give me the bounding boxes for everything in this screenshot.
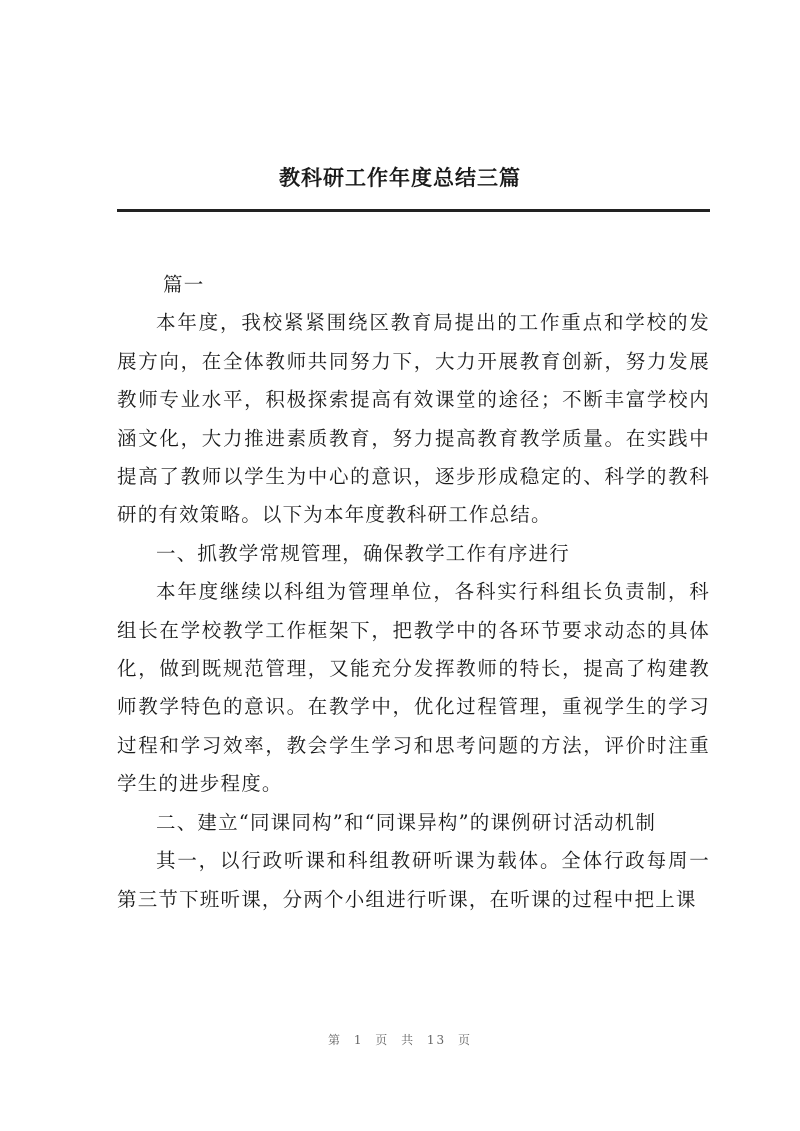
page-footer: 第 1 页 共 13 页 (328, 1033, 472, 1047)
paragraph: 其一，以行政听课和科组教研听课为载体。全体行政每周一第三节下班听课，分两个小组进行听课，在听课的过程中把上课 (117, 849, 710, 911)
paragraph: 本年度继续以科组为管理单位，各科实行科组长负责制，科组长在学校教学工作框架下，把教学中的各环节要求动态的具体化，做到既规范管理，又能充分发挥教师的特长，提高了构建教师教学特色的意识。在教学中，优化过程管理，重视学生的学习过程和学习效率，教会学生学习和思考问题的方法，评价时注重学生的进步程度。 (117, 580, 710, 796)
section-heading: 一、抓教学常规管理，确保教学工作有序进行 (156, 541, 571, 565)
title-divider (117, 209, 710, 212)
section-label: 篇一 (163, 273, 205, 296)
page-title: 教科研工作年度总结三篇 (279, 166, 521, 190)
section-heading: 二、建立“同课同构”和“同课异构”的课例研讨活动机制 (156, 810, 657, 834)
document-body (117, 266, 710, 919)
paragraph: 本年度，我校紧紧围绕区教育局提出的工作重点和学校的发展方向，在全体教师共同努力下，大力开展教育创新，努力发展教师专业水平，积极探索提高有效课堂的途径；不断丰富学校内涵文化，大力推进素质教育，努力提高教育教学质量。在实践中提高了教师以学生为中心的意识，逐步形成稳定的、科学的教科研的有效策略。以下为本年度教科研工作总结。 (117, 311, 710, 527)
